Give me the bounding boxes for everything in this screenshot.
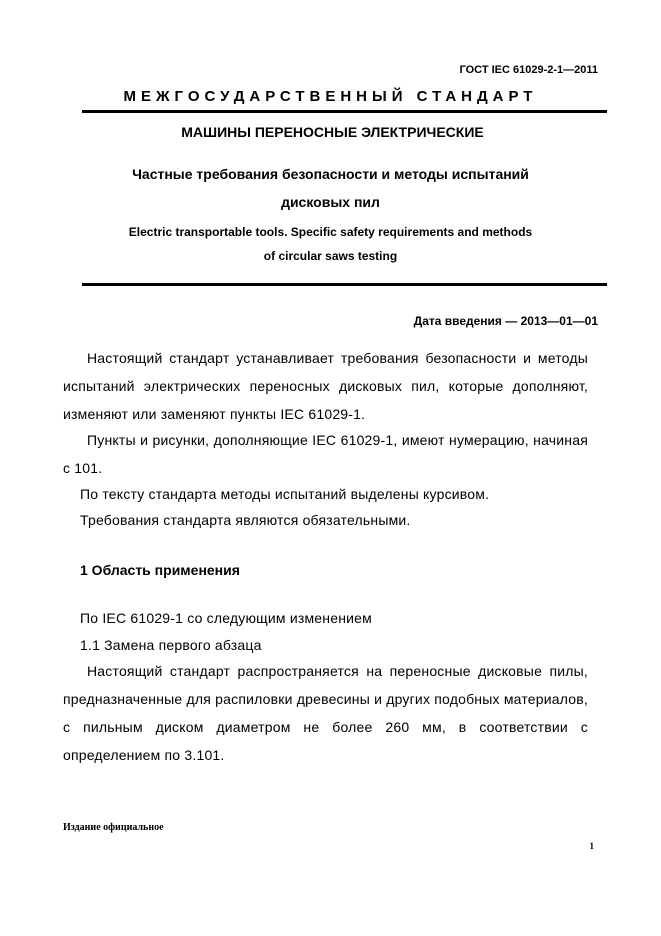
- section-line-change: По IEC 61029-1 со следующим изменением: [80, 610, 372, 626]
- paragraph-italics-note: По тексту стандарта методы испытаний выделены курсивом.: [80, 486, 490, 502]
- document-number: ГОСТ IEC 61029-2-1—2011: [459, 64, 598, 76]
- bottom-divider: [82, 283, 607, 286]
- introduction-date: Дата введения — 2013—01—01: [413, 314, 598, 328]
- document-subtitle: [0, 160, 661, 216]
- english-title-line-2: of circular saws testing: [263, 249, 398, 263]
- page-number: 1: [589, 841, 594, 851]
- top-divider: [82, 110, 607, 113]
- official-edition-label: Издание официальное: [63, 822, 164, 833]
- section-line-replacement: 1.1 Замена первого абзаца: [80, 637, 262, 653]
- english-title-line-1: Electric transportable tools. Specific safety requirements and methods: [128, 225, 533, 239]
- paragraph-scope-intro: Настоящий стандарт устанавливает требования безопасности и методы испытаний электрических переносных дисковых пил, которые дополняют, изменяют или заменяют пункты IEC 61029-1.: [63, 350, 588, 422]
- interstate-standard-heading: МЕЖГОСУДАРСТВЕННЫЙ СТАНДАРТ: [123, 88, 538, 105]
- section-heading: 1 Область применения: [80, 562, 240, 578]
- document-title: МАШИНЫ ПЕРЕНОСНЫЕ ЭЛЕКТРИЧЕСКИЕ: [181, 124, 484, 140]
- subtitle-line-1: Частные требования безопасности и методы испытаний: [132, 166, 529, 182]
- section-paragraph: Настоящий стандарт распространяется на переносные дисковые пилы, предназначенные для распиловки древесины и других подобных материалов, с пильным диском диаметром не более 260 мм, в соответствии с определением по 3.101.: [63, 663, 588, 763]
- paragraph-numbering: Пункты и рисунки, дополняющие IEC 61029-1, имеют нумерацию, начиная с 101.: [63, 432, 588, 476]
- paragraph-mandatory-note: Требования стандарта являются обязательными.: [80, 512, 411, 528]
- english-title: [0, 220, 661, 268]
- subtitle-line-2: дисковых пил: [281, 194, 380, 210]
